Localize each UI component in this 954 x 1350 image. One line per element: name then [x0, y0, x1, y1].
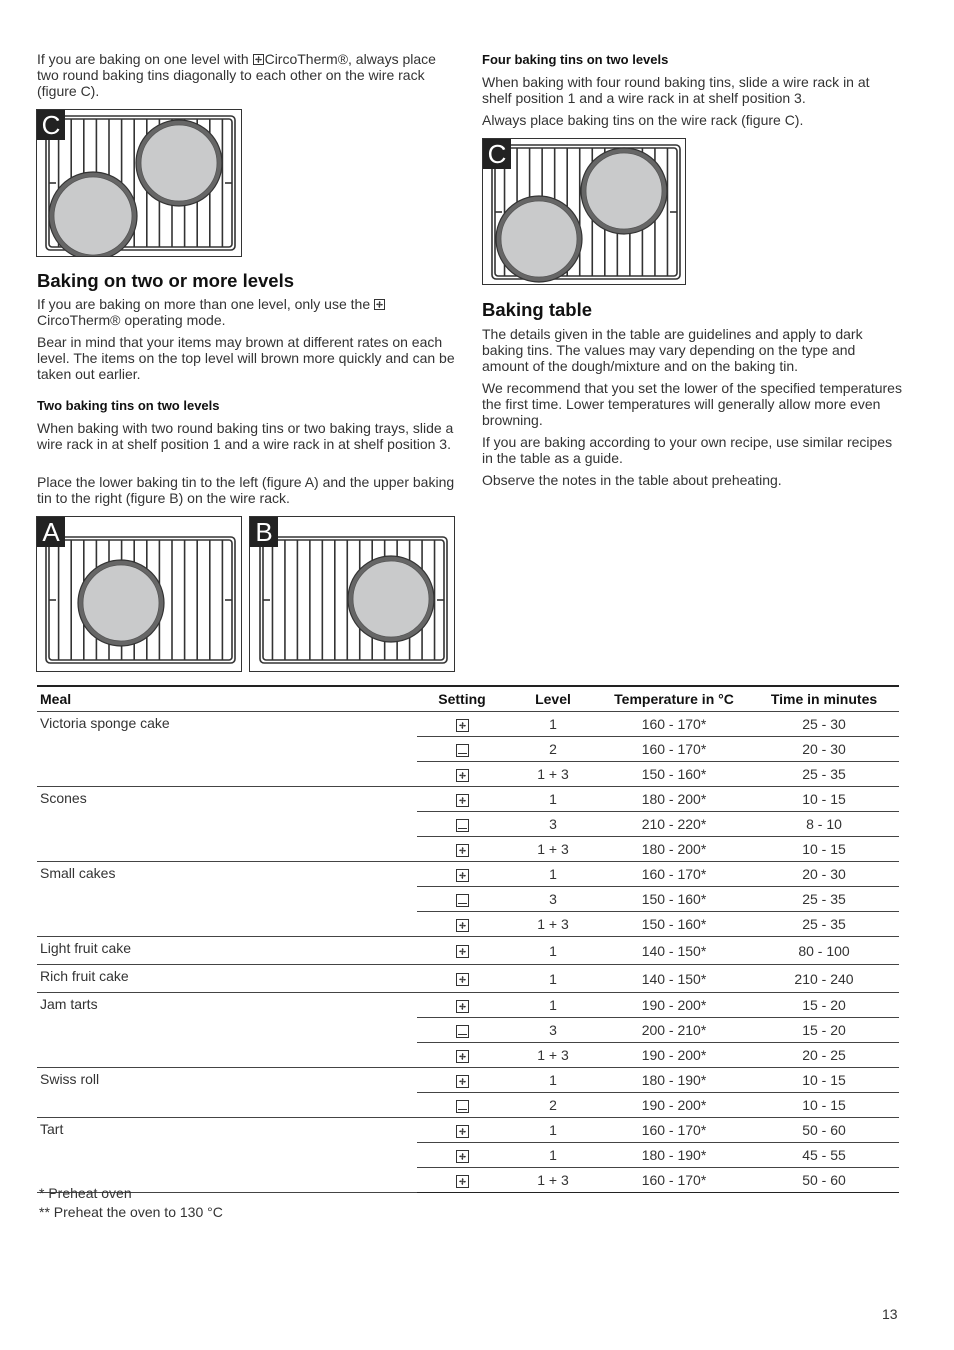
circotherm-icon [253, 54, 264, 65]
setting-cell [417, 737, 507, 762]
meal-cell: Tart [37, 1118, 417, 1193]
paragraph-two-tins-shelves: When baking with two round baking tins or two baking trays, slide a wire rack in at shelf position 1 and a wire rack in at shelf position 3. [37, 420, 454, 452]
level-cell: 1 [507, 1068, 599, 1093]
meal-cell: Small cakes [37, 862, 417, 937]
paragraph-wire-rack: Always place baking tins on the wire rack (figure C). [482, 112, 804, 128]
setting-cell [417, 912, 507, 937]
temperature-cell: 200 - 210* [599, 1018, 749, 1043]
temperature-cell: 160 - 170* [599, 737, 749, 762]
temperature-cell: 160 - 170* [599, 1118, 749, 1143]
table-row [37, 1118, 899, 1143]
table-row [37, 712, 899, 737]
paragraph-browning: Bear in mind that your items may brown at different rates on each level. The items on the top level will brown more quickly and can be taken out earlier. [37, 334, 455, 382]
level-cell: 3 [507, 887, 599, 912]
circotherm-icon [456, 1125, 469, 1138]
circotherm-icon [456, 945, 469, 958]
subtitle-two-tins: Two baking tins on two levels [37, 398, 220, 413]
time-cell: 50 - 60 [749, 1118, 899, 1143]
baking-tin-base [54, 177, 132, 255]
level-cell: 1 [507, 712, 599, 737]
temperature-cell: 150 - 160* [599, 762, 749, 787]
setting-cell [417, 812, 507, 837]
circotherm-icon [456, 919, 469, 932]
setting-cell [417, 1093, 507, 1118]
setting-cell [417, 965, 507, 993]
section-title-two-levels: Baking on two or more levels [37, 270, 295, 291]
baking-tin-base [586, 153, 662, 229]
level-cell: 1 + 3 [507, 837, 599, 862]
circotherm-icon [456, 1000, 469, 1013]
level-cell: 1 + 3 [507, 762, 599, 787]
figure-a-lower-tin [36, 516, 242, 672]
level-cell: 1 + 3 [507, 1043, 599, 1068]
figure-c-one-level [36, 109, 242, 257]
level-cell: 2 [507, 737, 599, 762]
setting-cell [417, 837, 507, 862]
setting-cell [417, 712, 507, 737]
circotherm-icon [456, 769, 469, 782]
setting-cell [417, 787, 507, 812]
level-cell: 2 [507, 1093, 599, 1118]
top-bottom-heating-icon [456, 1025, 469, 1038]
table-row [37, 965, 899, 993]
time-cell: 20 - 30 [749, 862, 899, 887]
baking-table [37, 685, 899, 1193]
setting-cell [417, 1043, 507, 1068]
section-title-baking-table: Baking table [482, 299, 592, 320]
meal-cell: Light fruit cake [37, 937, 417, 965]
circotherm-icon [456, 794, 469, 807]
meal-cell: Scones [37, 787, 417, 862]
footnote-preheat-130: ** Preheat the oven to 130 °C [39, 1204, 223, 1220]
time-cell: 210 - 240 [749, 965, 899, 993]
temperature-cell: 180 - 200* [599, 837, 749, 862]
figure-label-c: C [37, 110, 65, 140]
level-cell: 1 [507, 937, 599, 965]
figure-label-a: A [37, 517, 65, 547]
setting-cell [417, 1143, 507, 1168]
time-cell: 20 - 30 [749, 737, 899, 762]
table-row [37, 862, 899, 887]
wire-rack-with-left-tin [37, 517, 242, 672]
level-cell: 1 [507, 1143, 599, 1168]
temperature-cell: 180 - 190* [599, 1068, 749, 1093]
page-number: 13 [882, 1306, 898, 1322]
setting-cell [417, 862, 507, 887]
paragraph-own-recipe: If you are baking according to your own recipe, use similar recipes in the table as a guide. [482, 434, 893, 466]
time-cell: 25 - 35 [749, 887, 899, 912]
circotherm-icon [374, 299, 385, 310]
temperature-cell: 150 - 160* [599, 912, 749, 937]
setting-cell [417, 1118, 507, 1143]
temperature-cell: 190 - 200* [599, 993, 749, 1018]
setting-cell [417, 937, 507, 965]
setting-cell [417, 887, 507, 912]
intro-paragraph: If you are baking on one level with CircoTherm®, always place two round baking tins diagonally to each other on the wire rack (figure C). [37, 51, 436, 99]
setting-cell [417, 1018, 507, 1043]
meal-cell: Victoria sponge cake [37, 712, 417, 787]
time-cell: 10 - 15 [749, 787, 899, 812]
table-row [37, 787, 899, 812]
level-cell: 1 [507, 993, 599, 1018]
time-cell: 50 - 60 [749, 1168, 899, 1193]
setting-cell [417, 1168, 507, 1193]
table-header-row [37, 686, 899, 712]
top-bottom-heating-icon [456, 819, 469, 832]
header-time: Time in minutes [749, 686, 899, 712]
circotherm-icon [456, 869, 469, 882]
level-cell: 1 [507, 965, 599, 993]
meal-cell: Swiss roll [37, 1068, 417, 1118]
paragraph-four-tins-shelves: When baking with four round baking tins, slide a wire rack in at shelf position 1 and a wire rack in at shelf position 3. [482, 74, 870, 106]
wire-rack-with-two-tins [37, 110, 242, 257]
time-cell: 25 - 35 [749, 912, 899, 937]
time-cell: 10 - 15 [749, 1068, 899, 1093]
temperature-cell: 190 - 200* [599, 1093, 749, 1118]
time-cell: 10 - 15 [749, 837, 899, 862]
header-temperature: Temperature in °C [599, 686, 749, 712]
footnote-preheat: * Preheat oven [39, 1185, 132, 1201]
time-cell: 20 - 25 [749, 1043, 899, 1068]
top-bottom-heating-icon [456, 894, 469, 907]
circotherm-icon [456, 1050, 469, 1063]
wire-rack-with-right-tin [250, 517, 455, 672]
figure-label-b: B [250, 517, 278, 547]
paragraph-preheating-notes: Observe the notes in the table about preheating. [482, 472, 782, 488]
table-row [37, 937, 899, 965]
time-cell: 8 - 10 [749, 812, 899, 837]
circotherm-icon [456, 844, 469, 857]
table-row [37, 993, 899, 1018]
temperature-cell: 150 - 160* [599, 887, 749, 912]
figure-c-four-tins [482, 138, 686, 285]
setting-cell [417, 1068, 507, 1093]
table-body [37, 712, 899, 1193]
baking-tin-base [141, 125, 217, 201]
time-cell: 15 - 20 [749, 1018, 899, 1043]
temperature-cell: 160 - 170* [599, 862, 749, 887]
meal-cell: Rich fruit cake [37, 965, 417, 993]
setting-cell [417, 993, 507, 1018]
paragraph-lower-temperature: We recommend that you set the lower of the specified temperatures the first time. Lower temperatures will generally allow more even browning. [482, 380, 902, 428]
time-cell: 10 - 15 [749, 1093, 899, 1118]
level-cell: 3 [507, 812, 599, 837]
level-cell: 3 [507, 1018, 599, 1043]
temperature-cell: 140 - 150* [599, 965, 749, 993]
level-cell: 1 [507, 1118, 599, 1143]
subtitle-four-tins: Four baking tins on two levels [482, 52, 669, 67]
baking-tin-base [501, 201, 577, 277]
circotherm-icon [456, 973, 469, 986]
header-level: Level [507, 686, 599, 712]
level-cell: 1 + 3 [507, 1168, 599, 1193]
baking-tin-base [83, 565, 159, 641]
meal-cell: Jam tarts [37, 993, 417, 1068]
circotherm-icon [456, 1150, 469, 1163]
circotherm-icon [456, 719, 469, 732]
top-bottom-heating-icon [456, 1100, 469, 1113]
time-cell: 15 - 20 [749, 993, 899, 1018]
paragraph-guidelines: The details given in the table are guidelines and apply to dark baking tins. The values may vary depending on the type and amount of the dough/mixture and on the baking tin. [482, 326, 863, 374]
table-row [37, 1068, 899, 1093]
level-cell: 1 [507, 787, 599, 812]
header-setting: Setting [417, 686, 507, 712]
temperature-cell: 140 - 150* [599, 937, 749, 965]
time-cell: 45 - 55 [749, 1143, 899, 1168]
level-cell: 1 [507, 862, 599, 887]
header-meal: Meal [37, 686, 417, 712]
circotherm-icon [456, 1175, 469, 1188]
temperature-cell: 190 - 200* [599, 1043, 749, 1068]
time-cell: 25 - 30 [749, 712, 899, 737]
figure-label-c-right: C [483, 139, 511, 169]
time-cell: 80 - 100 [749, 937, 899, 965]
circotherm-icon [456, 1075, 469, 1088]
temperature-cell: 180 - 200* [599, 787, 749, 812]
baking-tin-base [353, 561, 429, 637]
temperature-cell: 210 - 220* [599, 812, 749, 837]
figure-b-upper-tin [249, 516, 455, 672]
temperature-cell: 160 - 170* [599, 1168, 749, 1193]
paragraph-tin-placement: Place the lower baking tin to the left (figure A) and the upper baking tin to the right (figure B) on the wire rack. [37, 474, 455, 506]
temperature-cell: 160 - 170* [599, 712, 749, 737]
temperature-cell: 180 - 190* [599, 1143, 749, 1168]
paragraph-two-levels-mode: If you are baking on more than one level, only use the CircoTherm® operating mode. [37, 296, 457, 328]
time-cell: 25 - 35 [749, 762, 899, 787]
setting-cell [417, 762, 507, 787]
level-cell: 1 + 3 [507, 912, 599, 937]
wire-rack-with-two-tins-right [483, 139, 686, 285]
top-bottom-heating-icon [456, 744, 469, 757]
